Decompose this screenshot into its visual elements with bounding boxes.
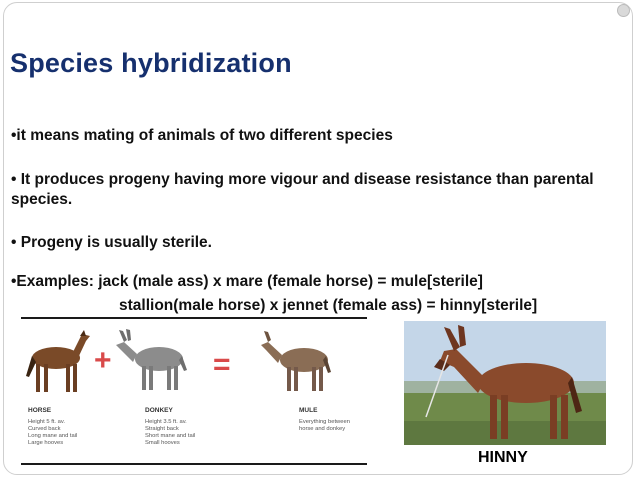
equals-sign: = <box>213 348 231 381</box>
donkey-trait: Short mane and tail <box>145 433 196 439</box>
mule-trait: Everything between <box>299 419 350 425</box>
bullet-sterile: • Progeny is usually sterile. <box>11 234 212 251</box>
horse-trait: Long mane and tail <box>28 433 78 439</box>
horse-trait: Large hooves <box>28 440 64 446</box>
hinny-label: HINNY <box>478 449 528 466</box>
donkey-caption-title: DONKEY <box>145 407 173 414</box>
divider-bottom <box>21 463 367 465</box>
corner-decoration <box>617 4 630 17</box>
bullet-definition: •it means mating of animals of two different species <box>11 127 393 144</box>
horse-illustration <box>26 330 90 392</box>
donkey-illustration <box>116 329 187 390</box>
divider-top <box>21 317 367 319</box>
bullet-example-hinny: stallion(male horse) x jennet (female ass) = hinny[sterile] <box>119 297 538 314</box>
slide-title: Species hybridization <box>10 48 292 78</box>
plus-sign: + <box>94 344 112 377</box>
donkey-trait: Small hooves <box>145 440 180 446</box>
bullet-example-mule: •Examples: jack (male ass) x mare (female horse) = mule[sterile] <box>11 273 483 290</box>
horse-trait: Curved back <box>28 426 61 432</box>
mule-caption-title: MULE <box>299 407 318 414</box>
hinny-photo-illustration <box>404 321 606 445</box>
bullet-vigour: • It produces progeny having more vigour and disease resistance than parental species. <box>11 171 594 208</box>
horse-trait: Height 5 ft. av. <box>28 419 65 425</box>
mule-illustration <box>261 331 331 391</box>
hinny-photo <box>404 321 606 445</box>
cross-diagram <box>20 328 375 458</box>
mule-trait: horse and donkey <box>299 426 346 432</box>
donkey-trait: Straight back <box>145 426 179 432</box>
horse-caption-title: HORSE <box>28 407 52 414</box>
donkey-trait: Height 3.5 ft. av. <box>145 419 187 425</box>
